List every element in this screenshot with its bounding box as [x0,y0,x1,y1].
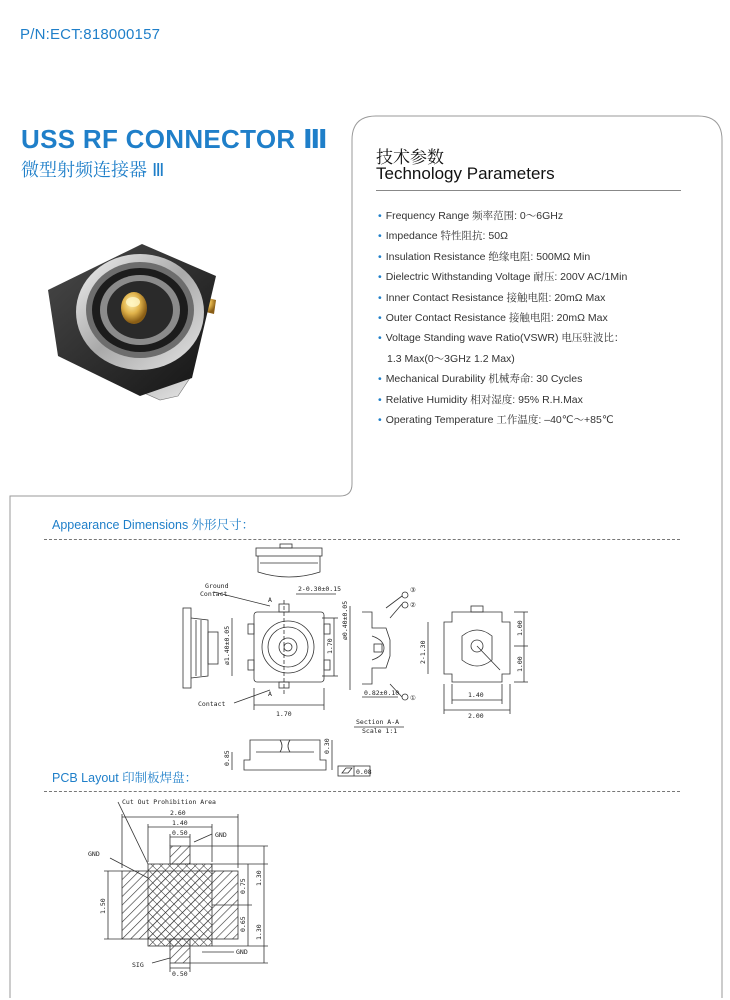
dim-130-bottom: 1.30 [255,924,263,940]
dim-inner-diameter: ø1.40±0.05 [223,625,231,665]
bullet-icon: • [378,271,382,284]
parameters-heading-cn: 技术参数 [376,148,444,167]
dim-260: 2.60 [170,809,186,817]
section-title: Section A-A [356,718,400,726]
pcb-heading: PCB Layout 印制板焊盘： [52,771,198,785]
dim-082: 0.82±0.10 [364,689,400,697]
label-ground-contact: Ground [205,582,229,590]
dim-050-bottom: 0.50 [172,970,188,978]
parameter-item: • Relative Humidity 相对湿度: 95% R.H.Max [378,393,583,406]
dim-130-top: 1.30 [255,870,263,886]
dim-065: 0.65 [239,916,247,932]
label-gnd-top: GND [215,831,227,839]
product-title-cn: 微型射频连接器 Ⅲ [21,160,165,180]
dim-170-bottom: 1.70 [276,710,292,718]
appearance-heading: Appearance Dimensions 外形尺寸： [52,518,255,532]
product-title: USS RF CONNECTOR Ⅲ [21,124,328,154]
dim-width-top: 2-0.30±0.15 [298,585,342,593]
bullet-icon: • [378,332,382,345]
bullet-icon: • [378,413,382,426]
label-cutout: Cut Out Prohibition Area [122,798,216,806]
label-ground-contact-2: Contact [200,590,228,598]
bullet-icon: • [378,311,382,324]
parameter-item: • Operating Temperature 工作温度: –40℃～+85℃ [378,413,614,426]
dim-100-top: 1.00 [516,620,524,636]
parameter-item: • Inner Contact Resistance 接触电阻: 20mΩ Max [378,291,606,304]
dim-2-130: 2-1.30 [419,640,427,664]
dim-030: 0.30 [323,738,331,754]
dim-085: 0.85 [223,750,231,766]
part-number: P/N:ECT:818000157 [20,26,161,43]
parameter-item-continued: 1.3 Max(0～3GHz 1.2 Max) [387,352,515,365]
dim-150: 1.50 [99,898,107,914]
callout-3: ③ [410,586,416,594]
dim-140-pcb: 1.40 [172,819,188,827]
bullet-icon: • [378,210,382,222]
bullet-icon: • [378,250,382,263]
parameter-item: • Outer Contact Resistance 接触电阻: 20mΩ Max [378,311,608,324]
parameter-item: • Frequency Range 频率范围: 0～6GHz [378,210,564,222]
dim-050-top: 0.50 [172,829,188,837]
dim-200: 2.00 [468,712,484,720]
label-section-a-bottom: A [268,690,272,698]
dim-140: 1.40 [468,691,484,699]
parameter-item: • Impedance 特性阻抗: 50Ω [378,230,508,243]
label-sig: SIG [132,961,144,969]
parameter-item: • Insulation Resistance 绝缘电阻: 500MΩ Min [378,250,591,263]
parameter-item: • Voltage Standing wave Ratio(VSWR) 电压驻波比： [378,332,625,345]
label-section-a: A [268,596,272,604]
callout-1: ① [410,694,416,702]
dim-flatness: 0.08 [356,768,372,776]
bullet-icon: • [378,393,382,406]
label-gnd-left: GND [88,850,100,858]
bullet-icon: • [378,291,382,304]
label-gnd-bottom: GND [236,948,248,956]
dim-170-side: 1.70 [326,638,334,654]
dim-outer-diameter: ø0.40±0.05 [341,600,349,640]
dim-075: 0.75 [239,878,247,894]
callout-2: ② [410,601,416,609]
parameter-item: • Dielectric Withstanding Voltage 耐压: 200V AC/1Min [378,271,628,284]
dim-100-bottom: 1.00 [516,656,524,672]
bullet-icon: • [378,230,382,243]
parameters-heading-en: Technology Parameters [376,164,555,183]
label-contact: Contact [198,700,226,708]
section-scale: Scale 1:1 [362,727,398,735]
bullet-icon: • [378,373,382,386]
parameter-item: • Mechanical Durability 机械寿命: 30 Cycles [378,373,583,386]
